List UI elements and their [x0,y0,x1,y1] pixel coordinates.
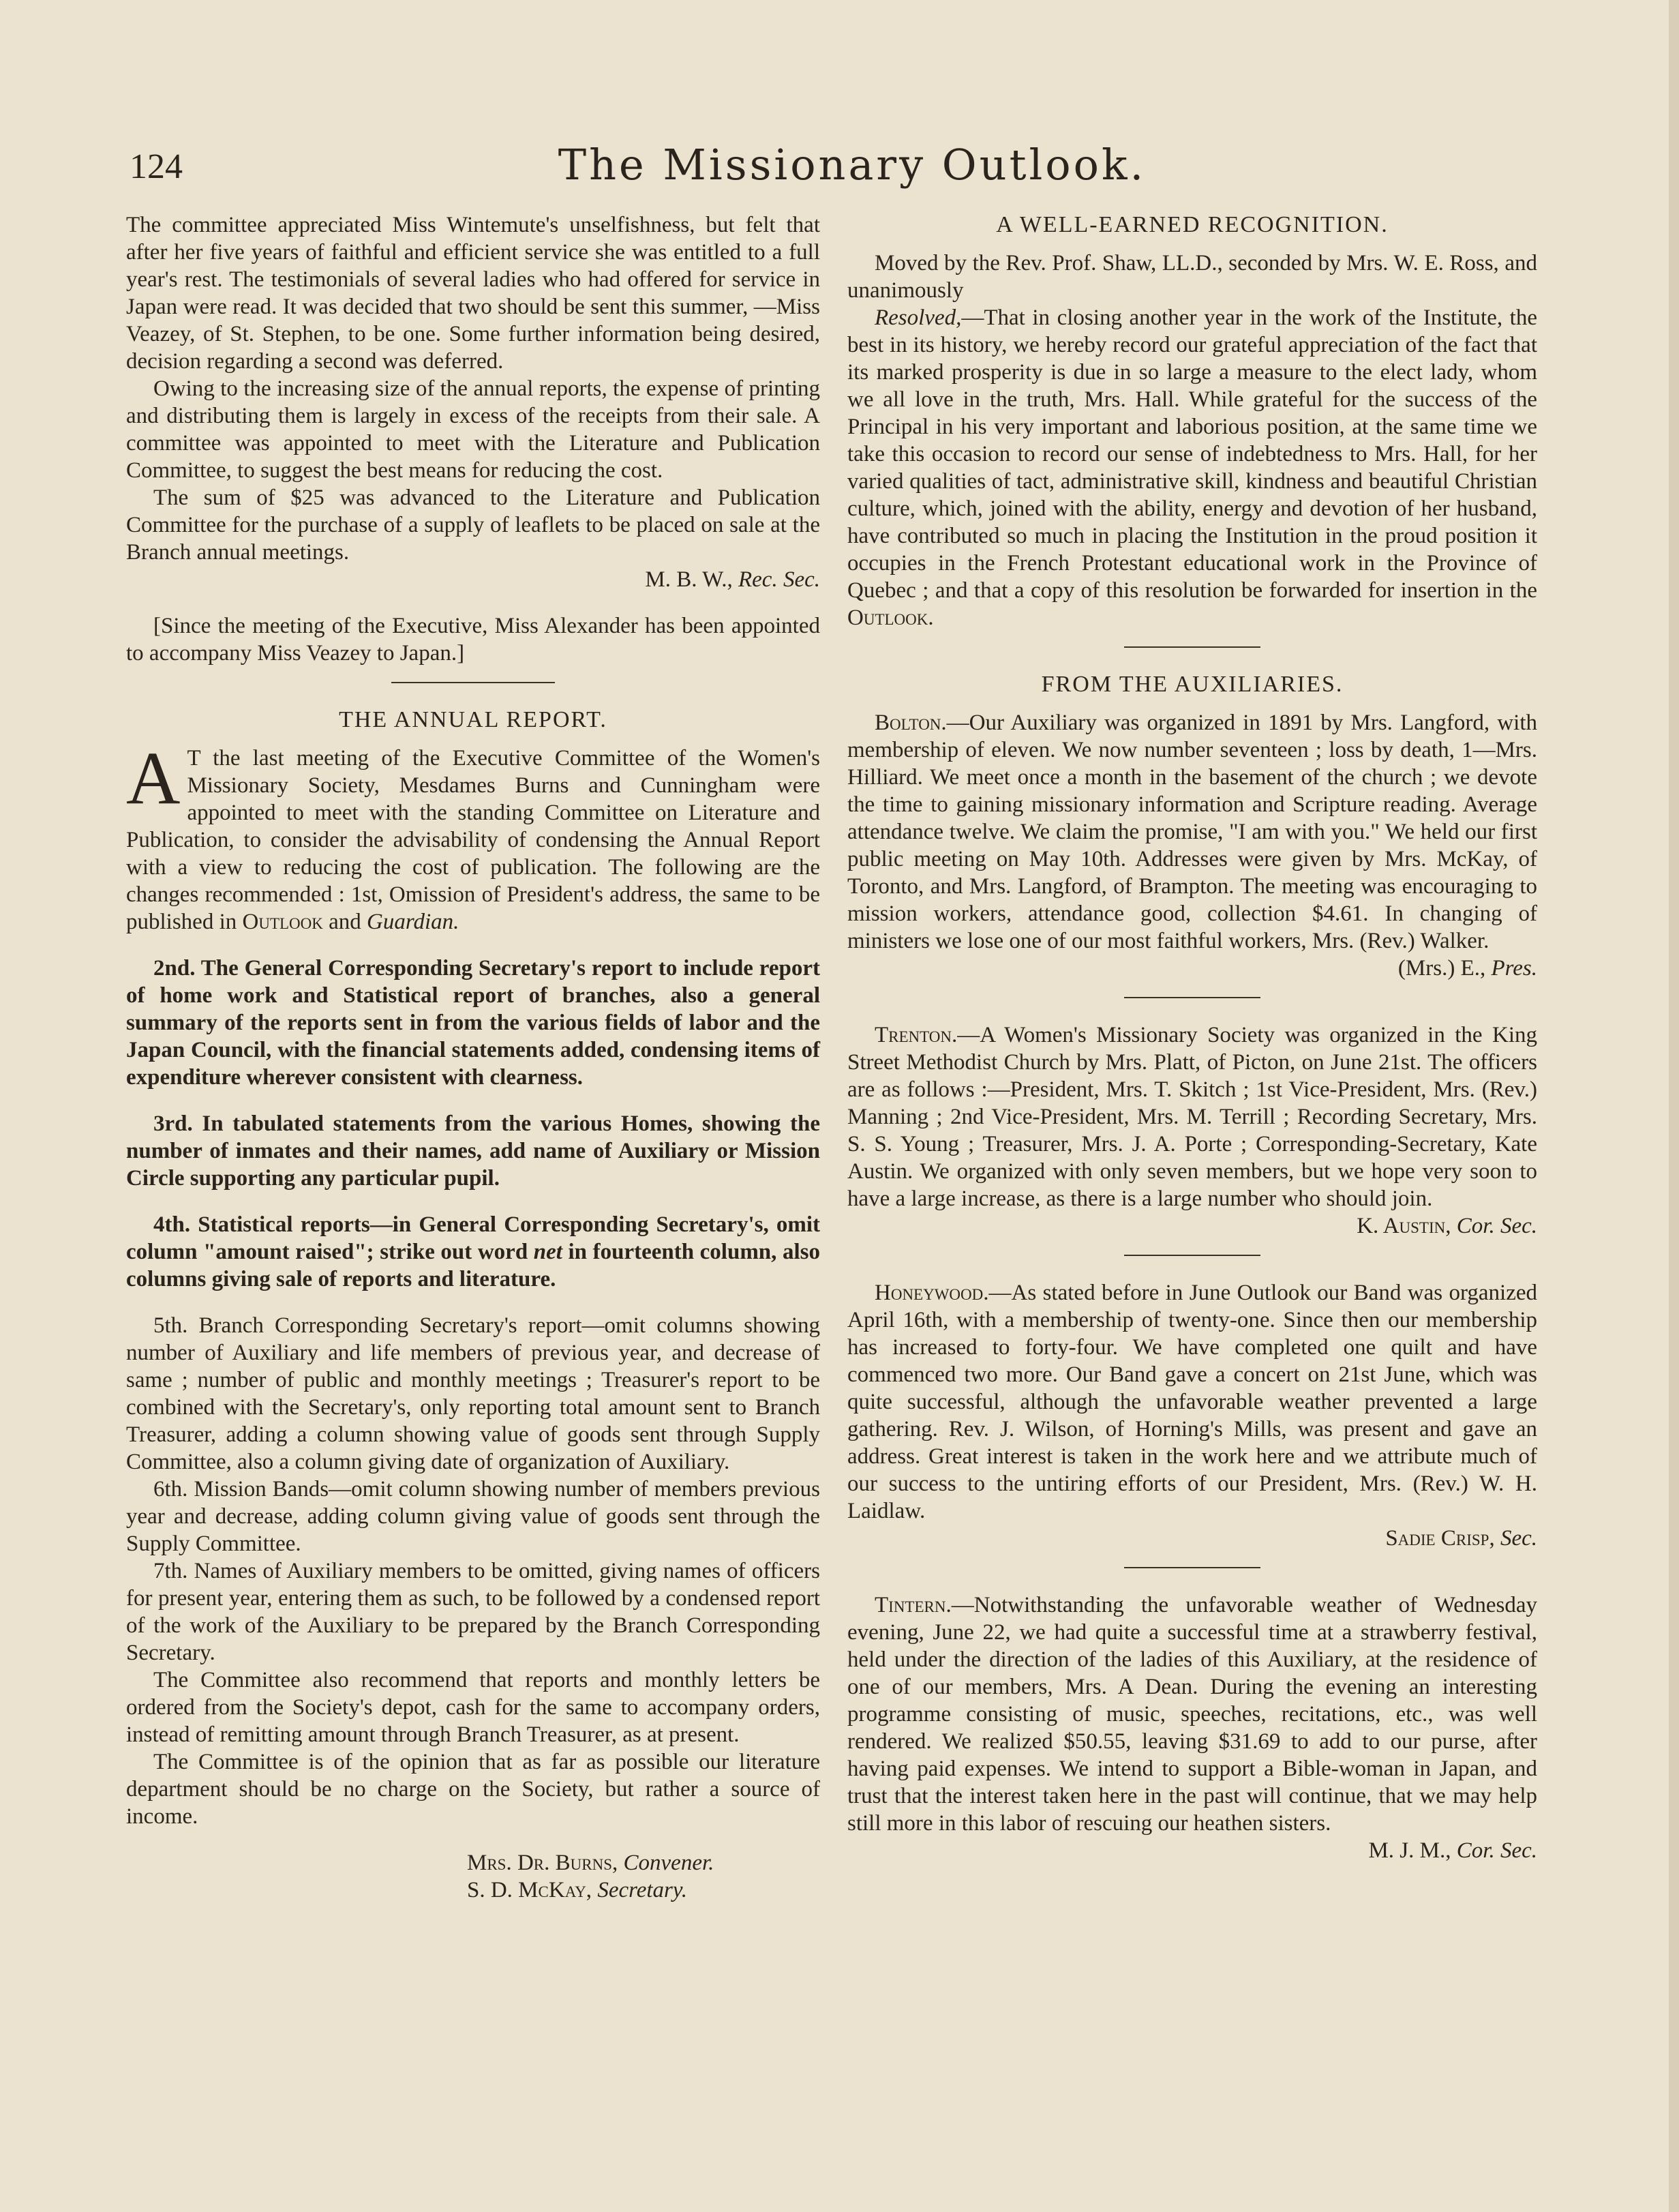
resolved-text: —That in closing another year in the work of the Institute, the best in its history, we hereby record our grateful appreciation of the fact that its marked prosperity is due in so large a measure to the elect lady, whom we all love in the truth, Mrs. Hall. While grateful for the success of the Principal in his very important and laborious position, at the same time we take this occasion to record our sense of indebtedness to Mrs. Hall, for her varied qualities of tact, administrative skill, kindness and beautiful Christian culture, which, joined with the ability, energy and devotion of her husband, have contributed so much in placing the Institution in the proud position it occupies in the French Protestant educational work in the Province of Quebec ; and that a copy of this resolution be forwarded for insertion in the [847,305,1537,603]
auxiliary-place: Tintern. [875,1593,952,1617]
signature-role: Secretary. [597,1878,687,1902]
signature [847,1837,1537,1864]
opening-text: T the last meeting of the Executive Committee of the Women's Missionary Society, Mesdames Burns and Cunningham were appointed to meet with the standing Committee on Literature and Publication, to consider the advisability of condensing the Annual Report with a view to reducing the cost of publication. The following are the changes recommended : 1st, Omission of President's address, the same to be published in [126,746,820,934]
auxiliary-text: —A Women's Missionary Society was organized in the King Street Methodist Church by Mrs. Platt, of Picton, on June 21st. The officers are as follows :—President, Mrs. T. Skitch ; 1st Vice-President, Mrs. (Rev.) Manning ; 2nd Vice-President, Mrs. M. Terrill ; Recording Secretary, Mrs. S. S. Young ; Treasurer, Mrs. J. A. Porte ; Corresponding-Secretary, Kate Austin. We organized with only seven members, but we hope very soon to have a large increase, as there is a large number who should join. [847,1023,1537,1211]
paragraph: Moved by the Rev. Prof. Shaw, LL.D., seconded by Mrs. W. E. Ross, and unanimously [847,251,1537,303]
signature-role: Sec. [1500,1526,1537,1551]
signature-role: Rec. Sec. [738,567,820,592]
paragraph: The Committee also recommend that reports and monthly letters be ordered from the Society's depot, cash for the same to accompany orders, instead of remitting amount through Branch Treasurer, as at present. [126,1668,820,1747]
auxiliary-report [847,709,1537,955]
signature-name: M. J. M., [1368,1838,1457,1863]
section-title: THE ANNUAL REPORT. [339,707,607,732]
paragraph: The sum of $25 was advanced to the Literature and Publication Committee for the purchase of a supply of leaflets to be placed on sale at the Branch annual meetings. [126,485,820,565]
auxiliary-report [847,1591,1537,1837]
signature-role: Convener. [623,1851,714,1875]
auxiliary-report [847,1021,1537,1212]
signature [847,955,1537,982]
signature-name: Sadie Crisp, [1385,1526,1500,1551]
outlook-ref: Outlook [242,910,323,934]
signature-name: (Mrs.) E., [1397,956,1492,981]
signature-name: S. D. McKay, [467,1878,598,1902]
page-header [123,140,1582,194]
section-divider [391,682,555,683]
signature [126,1877,820,1904]
item4-end: in fourteenth column, also columns giving sale of reports and literature. [126,1240,820,1291]
annual-report-opening [126,736,820,936]
outlook-ref: Outlook. [847,606,934,630]
auxiliary-place: Honeywood. [875,1281,989,1305]
opening-and: and [322,910,367,934]
drop-cap: A [126,736,181,820]
paragraph: The committee appreciated Miss Wintemute's unselfishness, but felt that after her five years of faithful and efficient service she was entitled to a full year's rest. The testimonials of several ladies who had offered for service in Japan were read. It was decided that two should be sent this summer, —Miss Veazey, of St. Stephen, to be one. Some further information being desired, decision regarding a second was deferred. [126,213,820,374]
recommendation-item: 6th. Mission Bands—omit column showing number of members previous year and decrease, adding column giving value of goods sent through the Supply Committee. [126,1477,820,1556]
section-title: A WELL-EARNED RECOGNITION. [996,212,1389,237]
section-divider [1124,1255,1260,1256]
signature [126,1849,820,1877]
item4-net: net [533,1240,562,1264]
auxiliary-text: —As stated before in June Outlook our Band was organized April 16th, with a membership of twenty-one. Since then our membership has increased to forty-four. We have completed one quilt and have commenced two more. Our Band gave a concert on 21st June, which was quite successful, although the unfavorable weather prevented a large gathering. Rev. J. Wilson, of Horning's Mills, was present and gave an address. Great interest is taken in the work here and we attribute much of our success to the untiring efforts of our President, Mrs. (Rev.) W. H. Laidlaw. [847,1281,1537,1523]
guardian-ref: Guardian. [367,910,459,934]
resolution-paragraph [847,304,1537,631]
recommendation-item: 5th. Branch Corresponding Secretary's report—omit columns showing number of Auxiliary and life members of previous year, and decrease of same ; number of public and monthly meetings ; Treasurer's report to be combined with the Secretary's, only reporting total amount sent to Branch Treasurer, adding a column showing value of goods sent through Supply Committee, also a column giving date of organization of Auxiliary. [126,1313,820,1474]
recommendation-item: 3rd. In tabulated statements from the various Homes, showing the number of inmates and their names, add name of Auxiliary or Mission Circle supporting any particular pupil. [126,1111,820,1191]
signature [847,1212,1537,1240]
page-number: 124 [130,147,183,186]
auxiliary-text: —Notwithstanding the unfavorable weather of Wednesday evening, June 22, we had quite a successful time at a strawberry festival, held under the direction of the ladies of this Auxiliary, at the residence of one of our members, Mrs. A Dean. During the evening an interesting programme consisting of music, speeches, recitations, etc., was well rendered. We realized $50.55, leaving $31.69 to add to our purse, after having paid expenses. We intend to support a Bible-woman in Japan, and trust that the interest taken here in the past will continue, that we may help still more in this labor of rescuing our heathen sisters. [847,1593,1537,1836]
item4-start: 4th. Statistical reports—in General Corresponding Secretary's, omit column "amount raised"; strike out word [126,1212,820,1264]
signature-role: Cor. Sec. [1456,1838,1537,1863]
right-column [847,211,1537,1864]
section-divider [1124,997,1260,998]
recommendation-item: 7th. Names of Auxiliary members to be omitted, giving names of officers for present year, entering them as such, to be followed by a condensed report of the work of the Auxiliary to be prepared by the Branch Corresponding Secretary. [126,1559,820,1665]
recommendation-item: 2nd. The General Corresponding Secretary's report to include report of home work and Statistical report of branches, also a general summary of the reports sent in from the various fields of labor and the Japan Council, with the financial statements added, condensing items of expenditure wherever consistent with clearness. [126,956,820,1090]
section-divider [1124,646,1260,648]
signature-name: K. Austin, [1357,1214,1457,1238]
auxiliary-place: Bolton. [875,711,947,735]
section-title: FROM THE AUXILIARIES. [1041,672,1344,697]
section-divider [1124,1567,1260,1568]
signature-name: M. B. W., [645,567,738,592]
auxiliary-text: —Our Auxiliary was organized in 1891 by Mrs. Langford, with membership of eleven. We now number seventeen ; loss by death, 1—Mrs. Hilliard. We meet once a month in the basement of the church ; we devote the time to gaining missionary information and Scripture reading. Average attendance twelve. We claim the promise, "I am with you." We held our first public meeting on May 10th. Addresses were given by Mrs. McKay, of Toronto, and Mrs. Langford, of Brampton. The meeting was encouraging to mission workers, attendance good, collection $4.61. In changing of ministers we lose one of our most faithful workers, Mrs. (Rev.) Walker. [847,711,1537,953]
signature-role: Pres. [1491,956,1537,981]
signature-role: Cor. Sec. [1456,1214,1537,1238]
recommendation-item [126,1211,820,1293]
resolved-label: Resolved, [875,305,962,330]
paragraph: Owing to the increasing size of the annual reports, the expense of printing and distributing them is largely in excess of the receipts from their sale. A committee was appointed to meet with the Literature and Publication Committee, to suggest the best means for reducing the cost. [126,376,820,483]
masthead-title: The Missionary Outlook. [558,140,1147,190]
signature [847,1525,1537,1552]
auxiliary-place: Trenton. [875,1023,958,1047]
paragraph: The Committee is of the opinion that as far as possible our literature department should be no charge on the Society, but rather a source of income. [126,1750,820,1829]
bracket-note: [Since the meeting of the Executive, Miss Alexander has been appointed to accompany Miss Veazey to Japan.] [126,614,820,666]
signature [126,566,820,593]
signature-name: Mrs. Dr. Burns, [467,1851,624,1875]
left-column [126,211,820,1904]
auxiliary-report [847,1279,1537,1525]
page-edge [1669,0,1679,2212]
